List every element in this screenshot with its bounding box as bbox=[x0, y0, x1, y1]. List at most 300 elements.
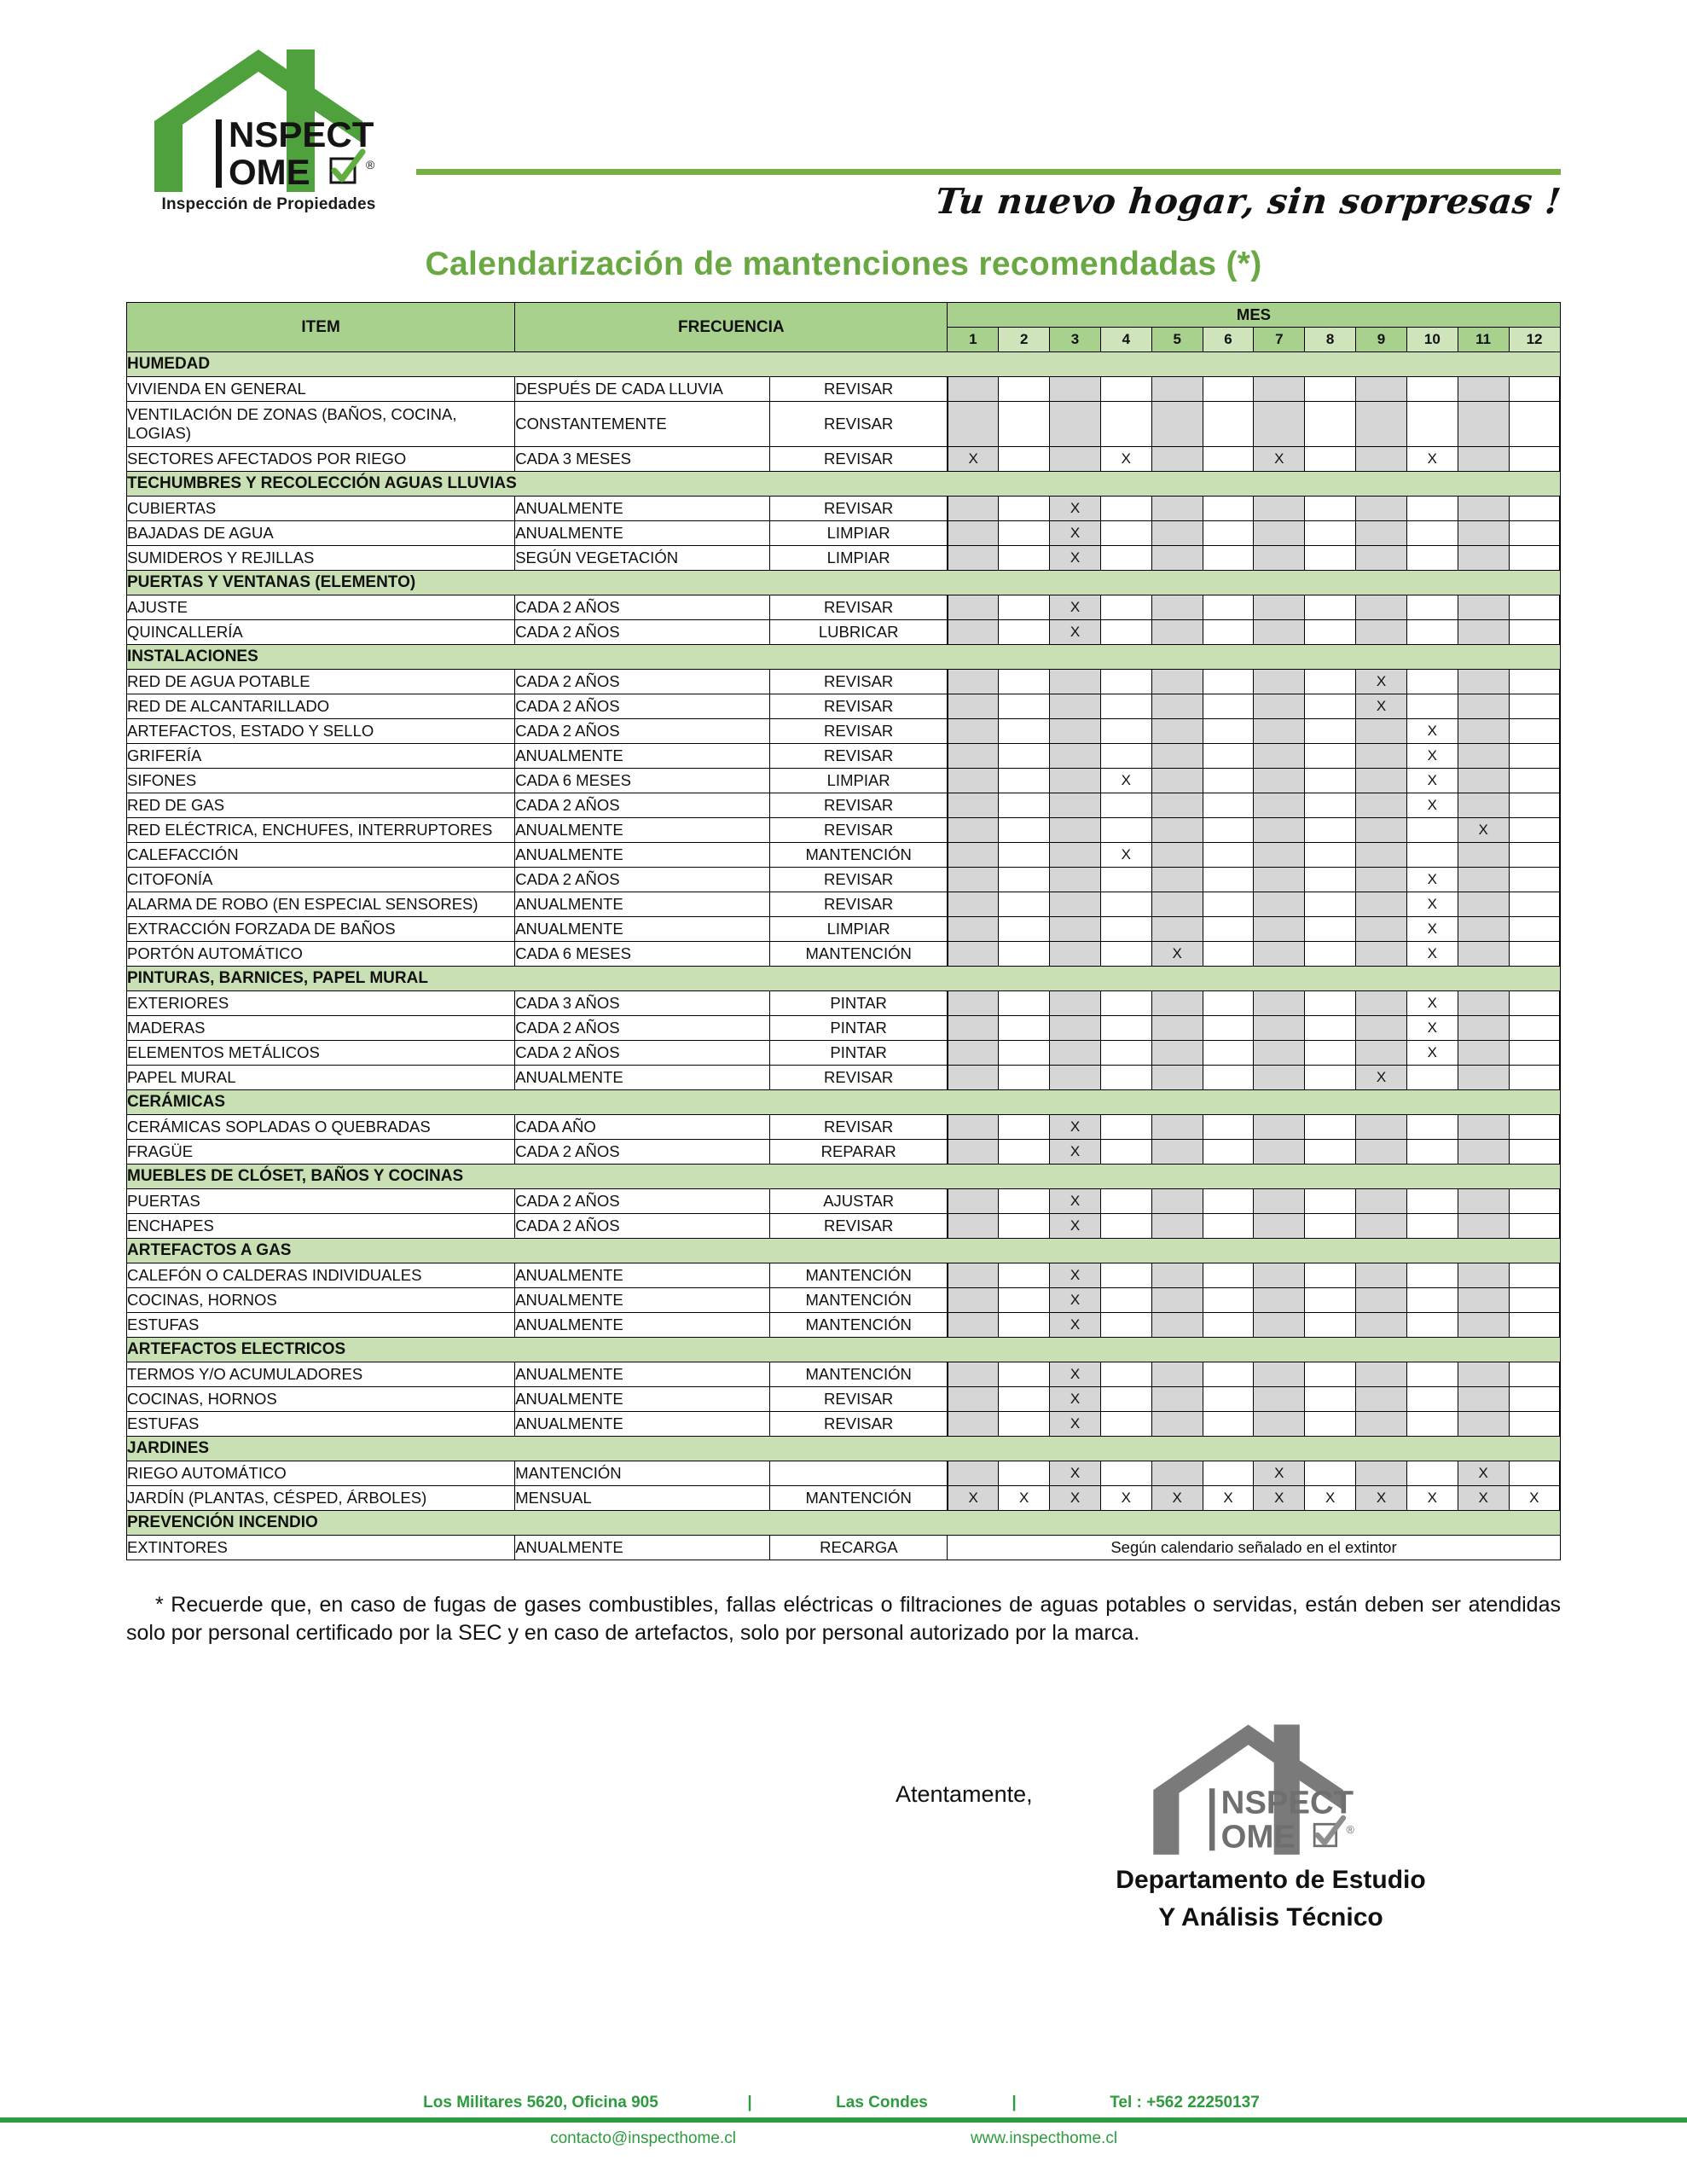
section-row bbox=[127, 967, 1561, 991]
table-row bbox=[127, 1016, 1561, 1041]
svg-text:NSPECT: NSPECT bbox=[228, 114, 374, 154]
cell-month-11 bbox=[1458, 546, 1509, 571]
cell-month-6 bbox=[1203, 1066, 1254, 1090]
svg-text:®: ® bbox=[1346, 1823, 1354, 1837]
cell-month-4 bbox=[1100, 1288, 1151, 1313]
footer-email[interactable]: contacto@inspecthome.cl bbox=[550, 2129, 736, 2147]
cell-month-11 bbox=[1458, 620, 1509, 645]
cell-month-11 bbox=[1458, 719, 1509, 744]
cell-month-6 bbox=[1203, 991, 1254, 1016]
cell-month-9 bbox=[1356, 843, 1407, 868]
cell-month-9 bbox=[1356, 942, 1407, 967]
cell-month-11 bbox=[1458, 694, 1509, 719]
cell-month-1 bbox=[948, 1288, 999, 1313]
col-header-frecuencia: FRECUENCIA bbox=[515, 303, 948, 352]
cell-month-2 bbox=[999, 1016, 1050, 1041]
cell-item: FRAGÜE bbox=[127, 1140, 515, 1165]
cell-month-2 bbox=[999, 1189, 1050, 1214]
cell-month-4 bbox=[1100, 744, 1151, 769]
cell-month-2 bbox=[999, 1313, 1050, 1338]
cell-frecuencia: ANUALMENTE bbox=[515, 521, 770, 546]
cell-month-3: X bbox=[1050, 497, 1101, 521]
cell-month-5 bbox=[1151, 1412, 1203, 1437]
cell-month-2 bbox=[999, 1214, 1050, 1239]
cell-month-3 bbox=[1050, 769, 1101, 793]
section-title: TECHUMBRES Y RECOLECCIÓN AGUAS LLUVIAS bbox=[127, 472, 1561, 497]
cell-frecuencia: CADA 2 AÑOS bbox=[515, 719, 770, 744]
cell-accion: MANTENCIÓN bbox=[770, 942, 948, 967]
cell-month-11 bbox=[1458, 1066, 1509, 1090]
cell-item: PUERTAS bbox=[127, 1189, 515, 1214]
cell-accion: LIMPIAR bbox=[770, 917, 948, 942]
cell-month-6 bbox=[1203, 694, 1254, 719]
cell-month-12 bbox=[1509, 1140, 1560, 1165]
cell-frecuencia: CADA 2 AÑOS bbox=[515, 1214, 770, 1239]
cell-month-8 bbox=[1305, 1041, 1356, 1066]
cell-month-5 bbox=[1151, 1387, 1203, 1412]
cell-month-10 bbox=[1406, 1263, 1458, 1288]
cell-month-1 bbox=[948, 694, 999, 719]
cell-month-8 bbox=[1305, 497, 1356, 521]
cell-month-10 bbox=[1406, 670, 1458, 694]
cell-month-8 bbox=[1305, 744, 1356, 769]
table-row bbox=[127, 1140, 1561, 1165]
cell-month-9 bbox=[1356, 1288, 1407, 1313]
cell-month-10: X bbox=[1406, 719, 1458, 744]
cell-accion: PINTAR bbox=[770, 1041, 948, 1066]
cell-month-4 bbox=[1100, 793, 1151, 818]
cell-accion: REVISAR bbox=[770, 377, 948, 402]
cell-month-12 bbox=[1509, 1412, 1560, 1437]
cell-month-11 bbox=[1458, 843, 1509, 868]
cell-month-11: X bbox=[1458, 1461, 1509, 1486]
cell-month-5 bbox=[1151, 595, 1203, 620]
cell-month-12 bbox=[1509, 1041, 1560, 1066]
cell-month-9 bbox=[1356, 1189, 1407, 1214]
cell-month-9 bbox=[1356, 447, 1407, 472]
cell-month-12 bbox=[1509, 447, 1560, 472]
cell-month-12 bbox=[1509, 1288, 1560, 1313]
cell-month-8 bbox=[1305, 670, 1356, 694]
cell-item: VENTILACIÓN DE ZONAS (BAÑOS, COCINA, LOGIAS) bbox=[127, 402, 515, 447]
cell-frecuencia: ANUALMENTE bbox=[515, 1362, 770, 1387]
cell-frecuencia: ANUALMENTE bbox=[515, 1288, 770, 1313]
brand-tagline: Tu nuevo hogar, sin sorpresas ! bbox=[933, 181, 1563, 222]
cell-month-6 bbox=[1203, 1263, 1254, 1288]
cell-item: SIFONES bbox=[127, 769, 515, 793]
cell-month-5 bbox=[1151, 1313, 1203, 1338]
section-title: PUERTAS Y VENTANAS (ELEMENTO) bbox=[127, 571, 1561, 595]
cell-month-6 bbox=[1203, 447, 1254, 472]
cell-month-4 bbox=[1100, 546, 1151, 571]
page-header bbox=[0, 0, 1687, 230]
cell-month-7 bbox=[1254, 595, 1305, 620]
table-row bbox=[127, 497, 1561, 521]
cell-month-10: X bbox=[1406, 917, 1458, 942]
cell-month-10: X bbox=[1406, 1041, 1458, 1066]
footer-website[interactable]: www.inspecthome.cl bbox=[970, 2129, 1118, 2147]
cell-month-8 bbox=[1305, 917, 1356, 942]
cell-month-3 bbox=[1050, 719, 1101, 744]
cell-month-9 bbox=[1356, 620, 1407, 645]
cell-month-3: X bbox=[1050, 546, 1101, 571]
cell-month-3 bbox=[1050, 447, 1101, 472]
cell-month-4 bbox=[1100, 1461, 1151, 1486]
cell-month-7 bbox=[1254, 1016, 1305, 1041]
cell-month-5: X bbox=[1151, 942, 1203, 967]
footer-commune: Las Condes bbox=[836, 2094, 928, 2111]
cell-month-6 bbox=[1203, 719, 1254, 744]
cell-item: COCINAS, HORNOS bbox=[127, 1387, 515, 1412]
cell-month-7 bbox=[1254, 818, 1305, 843]
cell-month-11 bbox=[1458, 917, 1509, 942]
cell-month-4 bbox=[1100, 1066, 1151, 1090]
cell-month-1 bbox=[948, 546, 999, 571]
cell-frecuencia: CADA 3 MESES bbox=[515, 447, 770, 472]
cell-month-1 bbox=[948, 868, 999, 892]
cell-month-5 bbox=[1151, 1066, 1203, 1090]
cell-accion: RECARGA bbox=[770, 1536, 948, 1560]
cell-month-4 bbox=[1100, 1387, 1151, 1412]
cell-month-11 bbox=[1458, 1016, 1509, 1041]
cell-month-7 bbox=[1254, 1189, 1305, 1214]
cell-month-12 bbox=[1509, 892, 1560, 917]
cell-month-6 bbox=[1203, 1362, 1254, 1387]
footer-links-row bbox=[0, 2123, 1687, 2148]
cell-month-8 bbox=[1305, 868, 1356, 892]
cell-month-7 bbox=[1254, 991, 1305, 1016]
cell-month-5 bbox=[1151, 1140, 1203, 1165]
section-title: INSTALACIONES bbox=[127, 645, 1561, 670]
cell-accion: REVISAR bbox=[770, 793, 948, 818]
cell-month-1 bbox=[948, 670, 999, 694]
cell-item: CITOFONÍA bbox=[127, 868, 515, 892]
cell-accion: LIMPIAR bbox=[770, 521, 948, 546]
page-title: Calendarización de mantenciones recomendadas (*) bbox=[425, 246, 1262, 282]
section-title: ARTEFACTOS A GAS bbox=[127, 1239, 1561, 1263]
cell-month-9 bbox=[1356, 1387, 1407, 1412]
cell-month-12 bbox=[1509, 1362, 1560, 1387]
month-header-8: 8 bbox=[1305, 328, 1356, 352]
cell-month-1 bbox=[948, 521, 999, 546]
cell-month-5 bbox=[1151, 744, 1203, 769]
cell-month-1 bbox=[948, 1016, 999, 1041]
table-row bbox=[127, 521, 1561, 546]
cell-month-1 bbox=[948, 1313, 999, 1338]
table-row bbox=[127, 1536, 1561, 1560]
cell-month-7 bbox=[1254, 1288, 1305, 1313]
cell-month-11 bbox=[1458, 991, 1509, 1016]
cell-month-1 bbox=[948, 818, 999, 843]
cell-month-5 bbox=[1151, 497, 1203, 521]
cell-month-5 bbox=[1151, 1189, 1203, 1214]
cell-accion bbox=[770, 1461, 948, 1486]
cell-month-12 bbox=[1509, 1313, 1560, 1338]
cell-item: CALEFÓN O CALDERAS INDIVIDUALES bbox=[127, 1263, 515, 1288]
salutation: Atentamente, bbox=[896, 1781, 1033, 1807]
section-row bbox=[127, 1437, 1561, 1461]
table-row bbox=[127, 546, 1561, 571]
cell-month-12 bbox=[1509, 991, 1560, 1016]
cell-month-2 bbox=[999, 793, 1050, 818]
cell-month-1 bbox=[948, 1387, 999, 1412]
cell-month-2 bbox=[999, 1041, 1050, 1066]
cell-item: ARTEFACTOS, ESTADO Y SELLO bbox=[127, 719, 515, 744]
cell-month-2 bbox=[999, 521, 1050, 546]
cell-frecuencia: ANUALMENTE bbox=[515, 1412, 770, 1437]
cell-month-6 bbox=[1203, 1461, 1254, 1486]
cell-month-10 bbox=[1406, 1313, 1458, 1338]
cell-month-2 bbox=[999, 1412, 1050, 1437]
cell-month-9 bbox=[1356, 1313, 1407, 1338]
cell-month-5: X bbox=[1151, 1486, 1203, 1511]
cell-month-3: X bbox=[1050, 595, 1101, 620]
cell-month-1 bbox=[948, 1461, 999, 1486]
cell-month-12 bbox=[1509, 818, 1560, 843]
cell-month-1 bbox=[948, 1263, 999, 1288]
cell-month-7 bbox=[1254, 1066, 1305, 1090]
cell-month-2 bbox=[999, 447, 1050, 472]
cell-frecuencia: CADA 2 AÑOS bbox=[515, 1140, 770, 1165]
cell-month-2 bbox=[999, 1066, 1050, 1090]
cell-month-4 bbox=[1100, 1412, 1151, 1437]
cell-month-1: X bbox=[948, 1486, 999, 1511]
table-row bbox=[127, 1041, 1561, 1066]
cell-month-11 bbox=[1458, 670, 1509, 694]
cell-item: SUMIDEROS Y REJILLAS bbox=[127, 546, 515, 571]
cell-frecuencia: CADA 2 AÑOS bbox=[515, 620, 770, 645]
cell-month-10 bbox=[1406, 620, 1458, 645]
cell-month-4: X bbox=[1100, 1486, 1151, 1511]
cell-month-4 bbox=[1100, 620, 1151, 645]
cell-month-11 bbox=[1458, 497, 1509, 521]
cell-month-11 bbox=[1458, 1288, 1509, 1313]
cell-month-11 bbox=[1458, 942, 1509, 967]
cell-month-8 bbox=[1305, 1263, 1356, 1288]
cell-month-5 bbox=[1151, 1362, 1203, 1387]
cell-month-5 bbox=[1151, 1214, 1203, 1239]
cell-item: EXTERIORES bbox=[127, 991, 515, 1016]
cell-month-11 bbox=[1458, 1041, 1509, 1066]
table-row bbox=[127, 843, 1561, 868]
cell-month-10 bbox=[1406, 843, 1458, 868]
cell-month-7 bbox=[1254, 1412, 1305, 1437]
cell-month-11 bbox=[1458, 1313, 1509, 1338]
cell-month-9: X bbox=[1356, 670, 1407, 694]
cell-month-11 bbox=[1458, 1189, 1509, 1214]
cell-month-2 bbox=[999, 1288, 1050, 1313]
col-header-mes: MES bbox=[948, 303, 1560, 328]
cell-month-12 bbox=[1509, 1214, 1560, 1239]
cell-item: RED DE AGUA POTABLE bbox=[127, 670, 515, 694]
cell-month-5 bbox=[1151, 843, 1203, 868]
table-row bbox=[127, 1288, 1561, 1313]
month-header-11: 11 bbox=[1458, 328, 1509, 352]
cell-month-10 bbox=[1406, 1387, 1458, 1412]
cell-month-11 bbox=[1458, 868, 1509, 892]
cell-item: PAPEL MURAL bbox=[127, 1066, 515, 1090]
cell-month-12 bbox=[1509, 620, 1560, 645]
month-header-4: 4 bbox=[1100, 328, 1151, 352]
cell-month-11 bbox=[1458, 744, 1509, 769]
cell-item: ELEMENTOS METÁLICOS bbox=[127, 1041, 515, 1066]
table-row bbox=[127, 1313, 1561, 1338]
cell-month-8: X bbox=[1305, 1486, 1356, 1511]
section-row bbox=[127, 1338, 1561, 1362]
cell-month-8 bbox=[1305, 1066, 1356, 1090]
cell-month-2 bbox=[999, 719, 1050, 744]
cell-month-10 bbox=[1406, 595, 1458, 620]
cell-month-5 bbox=[1151, 377, 1203, 402]
cell-month-7 bbox=[1254, 868, 1305, 892]
cell-month-5 bbox=[1151, 818, 1203, 843]
cell-month-6 bbox=[1203, 942, 1254, 967]
cell-month-3: X bbox=[1050, 1140, 1101, 1165]
cell-item: GRIFERÍA bbox=[127, 744, 515, 769]
cell-accion: MANTENCIÓN bbox=[770, 843, 948, 868]
table-row bbox=[127, 1189, 1561, 1214]
cell-month-6 bbox=[1203, 1387, 1254, 1412]
svg-text:®: ® bbox=[365, 158, 374, 171]
cell-month-11 bbox=[1458, 402, 1509, 447]
cell-month-6 bbox=[1203, 546, 1254, 571]
cell-month-5 bbox=[1151, 402, 1203, 447]
cell-month-8 bbox=[1305, 546, 1356, 571]
cell-month-2 bbox=[999, 620, 1050, 645]
cell-item: SECTORES AFECTADOS POR RIEGO bbox=[127, 447, 515, 472]
cell-frecuencia: CADA 2 AÑOS bbox=[515, 793, 770, 818]
cell-month-8 bbox=[1305, 892, 1356, 917]
cell-month-3: X bbox=[1050, 1189, 1101, 1214]
cell-month-11 bbox=[1458, 521, 1509, 546]
cell-month-7 bbox=[1254, 942, 1305, 967]
cell-frecuencia: CADA 2 AÑOS bbox=[515, 694, 770, 719]
cell-month-3 bbox=[1050, 818, 1101, 843]
cell-month-5 bbox=[1151, 546, 1203, 571]
cell-month-3: X bbox=[1050, 1387, 1101, 1412]
table-row bbox=[127, 447, 1561, 472]
cell-month-1 bbox=[948, 843, 999, 868]
cell-month-8 bbox=[1305, 377, 1356, 402]
cell-month-1 bbox=[948, 991, 999, 1016]
section-row bbox=[127, 1165, 1561, 1189]
section-title: JARDINES bbox=[127, 1437, 1561, 1461]
cell-month-2 bbox=[999, 892, 1050, 917]
cell-item: RED ELÉCTRICA, ENCHUFES, INTERRUPTORES bbox=[127, 818, 515, 843]
cell-accion: MANTENCIÓN bbox=[770, 1362, 948, 1387]
cell-month-4 bbox=[1100, 694, 1151, 719]
cell-month-10 bbox=[1406, 1140, 1458, 1165]
cell-month-3: X bbox=[1050, 620, 1101, 645]
cell-month-8 bbox=[1305, 1387, 1356, 1412]
cell-month-9 bbox=[1356, 521, 1407, 546]
cell-month-11 bbox=[1458, 769, 1509, 793]
cell-month-4 bbox=[1100, 892, 1151, 917]
cell-month-4 bbox=[1100, 497, 1151, 521]
cell-month-2 bbox=[999, 377, 1050, 402]
cell-month-11 bbox=[1458, 892, 1509, 917]
section-row bbox=[127, 1239, 1561, 1263]
section-title: PREVENCIÓN INCENDIO bbox=[127, 1511, 1561, 1536]
section-row bbox=[127, 472, 1561, 497]
cell-month-1 bbox=[948, 744, 999, 769]
svg-text:NSPECT: NSPECT bbox=[1220, 1784, 1354, 1821]
cell-accion: REVISAR bbox=[770, 1412, 948, 1437]
cell-accion: MANTENCIÓN bbox=[770, 1263, 948, 1288]
table-row bbox=[127, 1263, 1561, 1288]
cell-item: AJUSTE bbox=[127, 595, 515, 620]
cell-month-2 bbox=[999, 843, 1050, 868]
cell-month-5 bbox=[1151, 719, 1203, 744]
cell-accion: LUBRICAR bbox=[770, 620, 948, 645]
cell-frecuencia: ANUALMENTE bbox=[515, 892, 770, 917]
cell-month-7 bbox=[1254, 892, 1305, 917]
cell-item: RED DE ALCANTARILLADO bbox=[127, 694, 515, 719]
cell-month-12 bbox=[1509, 868, 1560, 892]
cell-month-7: X bbox=[1254, 447, 1305, 472]
footer-separator-1: | bbox=[747, 2094, 752, 2111]
footnote bbox=[126, 1591, 1561, 1647]
cell-month-6 bbox=[1203, 769, 1254, 793]
month-header-2: 2 bbox=[999, 328, 1050, 352]
cell-month-2 bbox=[999, 917, 1050, 942]
cell-item: EXTRACCIÓN FORZADA DE BAÑOS bbox=[127, 917, 515, 942]
month-header-7: 7 bbox=[1254, 328, 1305, 352]
cell-frecuencia: CADA 2 AÑOS bbox=[515, 868, 770, 892]
cell-month-8 bbox=[1305, 595, 1356, 620]
cell-month-6 bbox=[1203, 1115, 1254, 1140]
cell-frecuencia: ANUALMENTE bbox=[515, 1387, 770, 1412]
cell-item: QUINCALLERÍA bbox=[127, 620, 515, 645]
cell-month-6 bbox=[1203, 892, 1254, 917]
cell-item: CUBIERTAS bbox=[127, 497, 515, 521]
signature-logo-icon bbox=[1134, 1718, 1382, 1859]
cell-month-2 bbox=[999, 595, 1050, 620]
svg-text:OME: OME bbox=[228, 152, 310, 192]
cell-month-1 bbox=[948, 793, 999, 818]
cell-month-10 bbox=[1406, 546, 1458, 571]
cell-month-5 bbox=[1151, 917, 1203, 942]
cell-month-2 bbox=[999, 942, 1050, 967]
cell-item: ESTUFAS bbox=[127, 1313, 515, 1338]
cell-month-6 bbox=[1203, 793, 1254, 818]
cell-month-7 bbox=[1254, 1362, 1305, 1387]
cell-month-10: X bbox=[1406, 892, 1458, 917]
cell-month-6 bbox=[1203, 1041, 1254, 1066]
cell-month-12: X bbox=[1509, 1486, 1560, 1511]
cell-accion: REVISAR bbox=[770, 595, 948, 620]
cell-accion: REVISAR bbox=[770, 1214, 948, 1239]
cell-month-9: X bbox=[1356, 1486, 1407, 1511]
cell-month-10 bbox=[1406, 1115, 1458, 1140]
cell-item: CERÁMICAS SOPLADAS O QUEBRADAS bbox=[127, 1115, 515, 1140]
cell-month-9 bbox=[1356, 497, 1407, 521]
cell-month-6 bbox=[1203, 868, 1254, 892]
cell-month-8 bbox=[1305, 843, 1356, 868]
cell-month-4 bbox=[1100, 377, 1151, 402]
cell-month-12 bbox=[1509, 744, 1560, 769]
table-row bbox=[127, 1214, 1561, 1239]
cell-frecuencia: CADA 2 AÑOS bbox=[515, 1016, 770, 1041]
cell-frecuencia: ANUALMENTE bbox=[515, 1313, 770, 1338]
cell-month-2 bbox=[999, 546, 1050, 571]
cell-frecuencia: MANTENCIÓN bbox=[515, 1461, 770, 1486]
cell-month-3 bbox=[1050, 402, 1101, 447]
cell-month-10: X bbox=[1406, 447, 1458, 472]
cell-month-12 bbox=[1509, 1115, 1560, 1140]
cell-month-10: X bbox=[1406, 769, 1458, 793]
cell-month-2 bbox=[999, 1461, 1050, 1486]
